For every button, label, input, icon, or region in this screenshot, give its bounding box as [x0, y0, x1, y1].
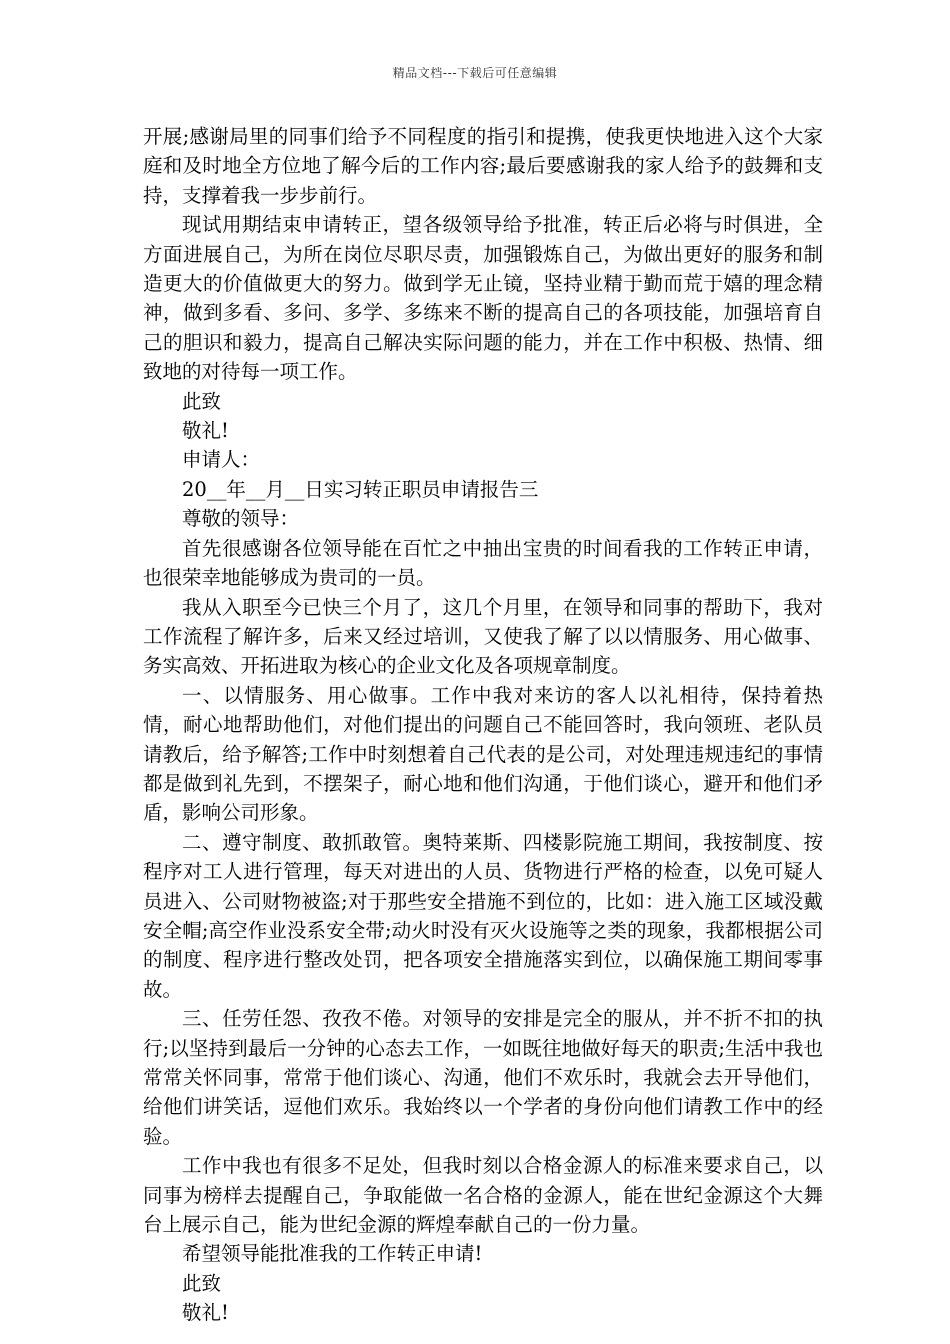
paragraph-shortcomings: 工作中我也有很多不足处，但我时刻以合格金源人的标准来要求自己，以同事为榜样去提醒自己，争取能做一名合格的金源人，能在世纪金源这个大舞台上展示自己，能为世纪金源的辉煌奉献自己的一份力量。	[143, 1154, 823, 1237]
document-body	[143, 122, 823, 1328]
paragraph-request: 希望领导能批准我的工作转正申请!	[182, 1242, 483, 1266]
paragraph-thanks-continued: 开展;感谢局里的同事们给予不同程度的指引和提携，使我更快地进入这个大家庭和及时地全方位地了解今后的工作内容;最后要感谢我的家人给予的鼓舞和支持，支撑着我一步步前行。	[143, 125, 823, 207]
applicant-label: 申请人：	[182, 448, 261, 472]
paragraph-introduction: 我从入职至今已快三个月了，这几个月里，在领导和同事的帮助下，我对工作流程了解许多，后来又经过培训，又使我了解了以以情服务、用心做事、务实高效、开拓进取为核心的企业文化及各项规章制度。	[143, 595, 823, 678]
closing-salutation: 此致	[182, 389, 222, 413]
page-header: 精品文档---下载后可任意编辑	[392, 66, 558, 80]
closing-salutation-2: 此致	[182, 1271, 222, 1295]
greeting: 尊敬的领导：	[182, 507, 300, 531]
closing-regards: 敬礼!	[182, 419, 229, 443]
paragraph-point-two: 二、遵守制度、敢抓敢管。奥特莱斯、四楼影院施工期间，我按制度、按程序对工人进行管理，每天对进出的人员、货物进行严格的检查，以免可疑人员进入、公司财物被盗;对于那些安全措施不到位的，比如：进入施工区域没戴安全帽;高空作业没系安全带;动火时没有灭火设施等之类的现象，我都根据公司的制度、程序进行整改处罚，把各项安全措施落实到位，以确保施工期间零事故。	[143, 830, 823, 1001]
date-and-section-title: 20__年__月__日实习转正职员申请报告三	[182, 477, 539, 501]
paragraph-probation-request: 现试用期结束申请转正，望各级领导给予批准，转正后必将与时俱进，全方面进展自己，为所在岗位尽职尽责，加强锻炼自己，为做出更好的服务和制造更大的价值做更大的努力。做到学无止镜，坚持业精于勤而荒于嬉的理念精神，做到多看、多问、多学、多练来不断的提高自己的各项技能，加强培育自己的胆识和毅力，提高自己解决实际问题的能力，并在工作中积极、热情、细致地的对待每一项工作。	[143, 213, 823, 384]
paragraph-gratitude: 首先很感谢各位领导能在百忙之中抽出宝贵的时间看我的工作转正申请，也很荣幸地能够成为贵司的一员。	[143, 536, 823, 590]
paragraph-point-three: 三、任劳任怨、孜孜不倦。对领导的安排是完全的服从，并不折不扣的执行;以坚持到最后一分钟的心态去工作，一如既往地做好每天的职责;生活中我也常常关怀同事，常常于他们谈心、沟通，他们不欢乐时，我就会去开导他们，给他们讲笑话，逗他们欢乐。我始终以一个学者的身份向他们请教工作中的经验。	[143, 1007, 823, 1148]
paragraph-point-one: 一、以情服务、用心做事。工作中我对来访的客人以礼相待，保持着热情，耐心地帮助他们，对他们提出的问题自己不能回答时，我向领班、老队员请教后，给予解答;工作中时刻想着自己代表的是公司，对处理违规违纪的事情都是做到礼先到，不摆架子，耐心地和他们沟通，于他们谈心，避开和他们矛盾，影响公司形象。	[143, 683, 823, 825]
closing-regards-2: 敬礼!	[182, 1301, 229, 1325]
